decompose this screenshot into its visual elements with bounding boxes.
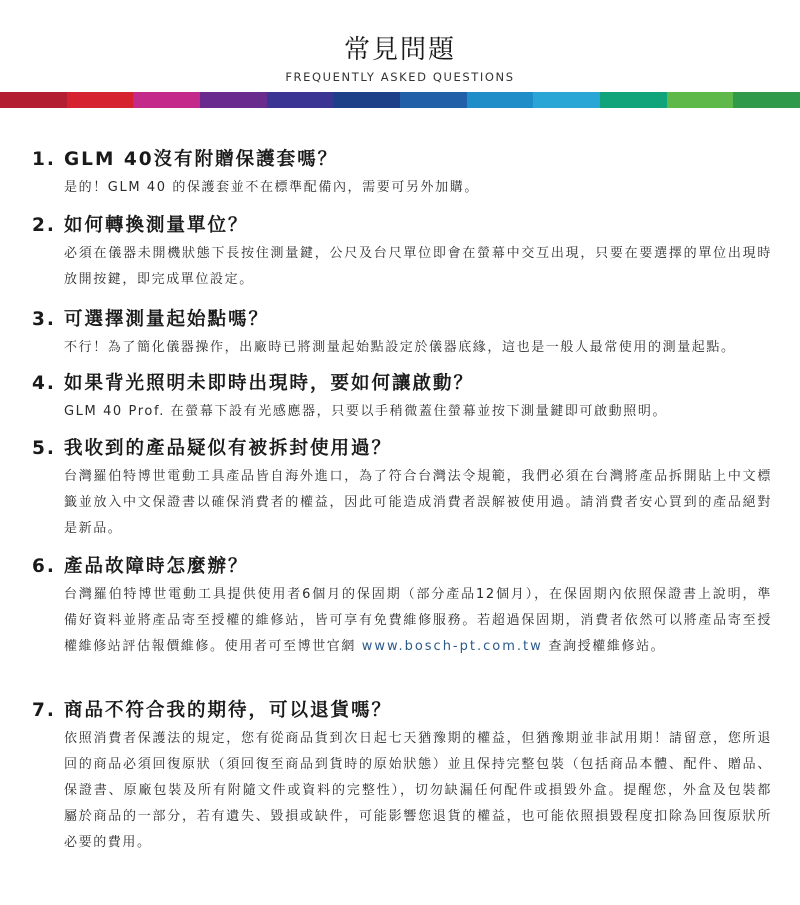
faq-number: 1. <box>32 149 56 170</box>
faq-answer-text: 台灣羅伯特博世電動工具提供使用者6個月的保固期（部分產品12個月），在保固期內依照保證書上說明，準備好資料並將產品寄至授權的維修站，皆可享有免費維修服務。若超過保固期，消費者依然可以將產品寄至授權維修站評估報價維修。使用者可至博世官網 <box>64 587 772 654</box>
faq-item-6 <box>32 555 772 660</box>
faq-answer: 不行！為了簡化儀器操作，出廠時已將測量起始點設定於儀器底緣，這也是一般人最常使用的測量起點。 <box>64 340 736 355</box>
faq-question-text: 產品故障時怎麼辦？ <box>64 556 249 577</box>
faq-question-text: GLM 40沒有附贈保護套嗎？ <box>64 149 339 170</box>
color-bar-segment <box>133 92 200 108</box>
faq-number: 6. <box>32 556 56 577</box>
color-bar-segment <box>533 92 600 108</box>
brand-color-bar <box>0 92 800 108</box>
faq-question <box>32 308 772 332</box>
page-title: 常見問題 <box>343 35 456 65</box>
faq-item-7 <box>32 699 772 856</box>
faq-answer: GLM 40 Prof. 在螢幕下設有光感應器，只要以手稍微蓋住螢幕並按下測量鍵即可啟動照明。 <box>64 404 668 419</box>
faq-question-text: 我收到的產品疑似有被拆封使用過？ <box>64 438 393 459</box>
color-bar-segment <box>467 92 534 108</box>
faq-question <box>32 437 772 461</box>
faq-number: 5. <box>32 438 56 459</box>
faq-answer: 依照消費者保護法的規定，您有從商品貨到次日起七天猶豫期的權益，但猶豫期並非試用期！請留意，您所退回的商品必須回復原狀（須回復至商品到貨時的原始狀態）並且保持完整包裝（包括商品本體、配件、贈品、保證書、原廠包裝及所有附隨文件或資料的完整性），切勿缺漏任何配件或損毀外盒。提醒您，外盒及包裝都屬於商品的一部分，若有遺失、毀損或缺件，可能影響您退貨的權益，也可能依照損毀程度扣除為回復原狀所必要的費用。 <box>64 731 772 850</box>
faq-answer-text: 查詢授權維修站。 <box>542 639 666 654</box>
color-bar-segment <box>0 92 67 108</box>
faq-answer: 必須在儀器未開機狀態下長按住測量鍵，公尺及台尺單位即會在螢幕中交互出現，只要在要選擇的單位出現時放開按鍵，即完成單位設定。 <box>64 246 772 287</box>
faq-item-4 <box>32 372 772 425</box>
page-subtitle: FREQUENTLY ASKED QUESTIONS <box>285 70 515 84</box>
color-bar-segment <box>200 92 267 108</box>
faq-question <box>32 148 772 172</box>
faq-question-text: 如果背光照明未即時出現時，要如何讓啟動？ <box>64 373 475 394</box>
faq-item-2 <box>32 214 772 293</box>
faq-question-text: 商品不符合我的期待，可以退貨嗎？ <box>64 700 393 721</box>
faq-question <box>32 555 772 579</box>
faq-answer: 台灣羅伯特博世電動工具產品皆自海外進口，為了符合台灣法令規範，我們必須在台灣將產品拆開貼上中文標籤並放入中文保證書以確保消費者的權益，因此可能造成消費者誤解被使用過。請消費者安心買到的產品絕對是新品。 <box>64 469 772 536</box>
bosch-website-link[interactable]: www.bosch-pt.com.tw <box>361 639 543 654</box>
faq-question <box>32 699 772 723</box>
faq-question-text: 可選擇測量起始點嗎？ <box>64 309 270 330</box>
color-bar-segment <box>333 92 400 108</box>
color-bar-segment <box>667 92 734 108</box>
faq-number: 2. <box>32 215 56 236</box>
faq-number: 3. <box>32 309 56 330</box>
color-bar-segment <box>400 92 467 108</box>
faq-number: 4. <box>32 373 56 394</box>
faq-question <box>32 372 772 396</box>
faq-question-text: 如何轉換測量單位？ <box>64 215 249 236</box>
faq-item-3 <box>32 308 772 361</box>
faq-item-1 <box>32 148 772 201</box>
faq-number: 7. <box>32 700 56 721</box>
faq-answer <box>64 582 772 660</box>
faq-item-5 <box>32 437 772 542</box>
faq-question <box>32 214 772 238</box>
faq-answer: 是的！GLM 40 的保護套並不在標準配備內，需要可另外加購。 <box>64 180 479 195</box>
color-bar-segment <box>67 92 134 108</box>
color-bar-segment <box>733 92 800 108</box>
color-bar-segment <box>600 92 667 108</box>
color-bar-segment <box>267 92 334 108</box>
